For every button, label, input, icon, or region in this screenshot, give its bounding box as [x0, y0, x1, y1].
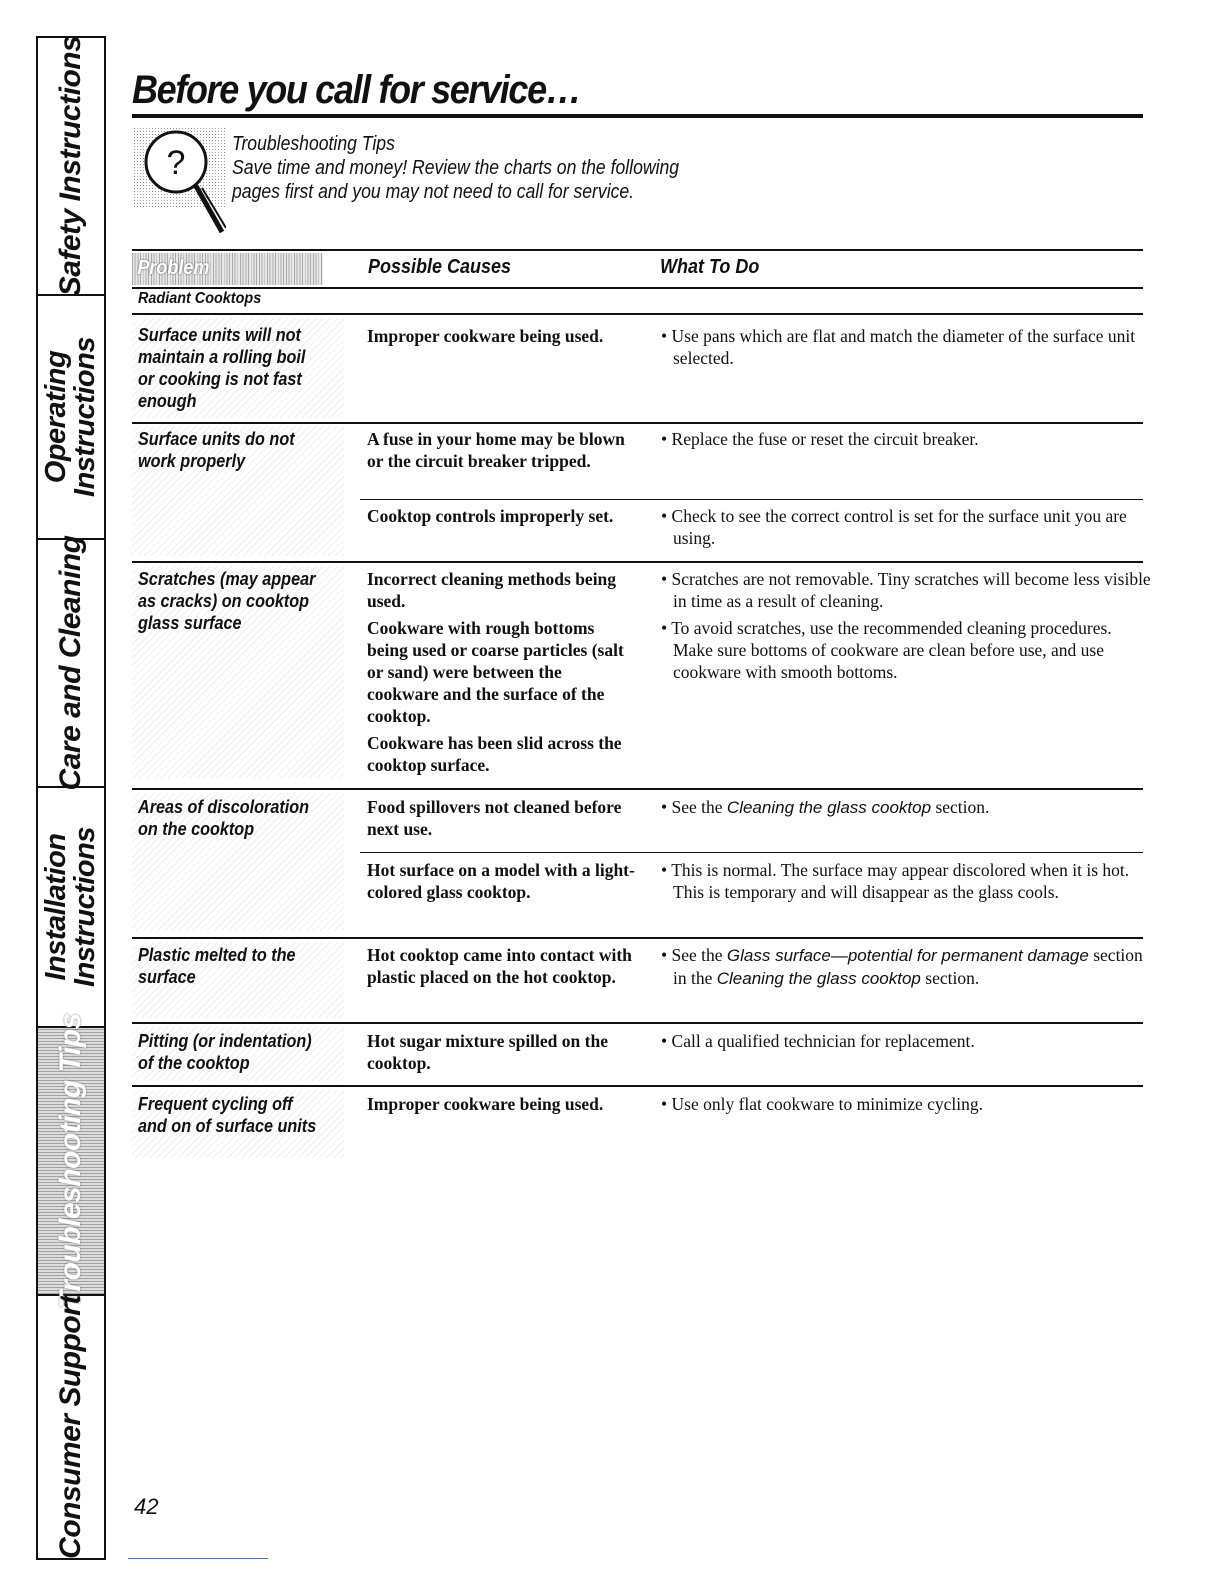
tab-label: Care and Cleaning: [54, 535, 87, 791]
row-5-todo-1-ref-2: Cleaning the glass cooktop: [716, 969, 921, 988]
row-4-todo-1: • See the Cleaning the glass cooktop section.: [661, 797, 990, 817]
svg-text:?: ?: [166, 144, 186, 182]
row-rule: [132, 422, 1143, 424]
troubleshooting-intro: [232, 132, 679, 204]
title-rule: [132, 114, 1143, 118]
row-rule: [132, 937, 1143, 939]
row-2-cause-2: Cooktop controls improperly set.: [367, 506, 614, 526]
tab-label: Installation Instructions: [40, 827, 101, 987]
row-4-todo-2: • This is normal. The surface may appear discolored when it is hot. This is temporary and will disappear as the glass cools.: [661, 860, 1130, 902]
page-title: Before you call for service…: [132, 68, 581, 112]
row-3-cause-3: Cookware has been slid across the cooktop surface.: [367, 733, 622, 775]
tab-troubleshooting-tips[interactable]: [38, 1013, 104, 1309]
row-4-problem: Areas of discoloration on the cooktop: [138, 797, 310, 839]
row-2-todo-1-text: Replace the fuse or reset the circuit breaker.: [671, 429, 979, 449]
row-7-cause-1: Improper cookware being used.: [367, 1094, 604, 1114]
row-5-todo-1-ref-1: Glass surface—potential for permanent damage: [726, 946, 1089, 965]
tab-care-and-cleaning[interactable]: [38, 535, 104, 791]
sub-rule: [360, 852, 1143, 853]
row-2-todo-2-text: Check to see the correct control is set for the surface unit you are using.: [671, 506, 1127, 548]
row-5-cause-1: Hot cooktop came into contact with plastic placed on the hot cooktop.: [367, 945, 632, 987]
row-3-cause-1: Incorrect cleaning methods being used.: [367, 569, 617, 611]
column-header-problem: [132, 253, 323, 285]
row-5-todo-1-mid: section in the: [673, 945, 1143, 988]
tab-safety-instructions[interactable]: [38, 35, 104, 297]
row-4-cause-1: Food spillovers not cleaned before next use.: [367, 797, 622, 839]
row-7-problem: Frequent cycling off and on of surface units: [138, 1094, 317, 1136]
row-1-todo-1-text: Use pans which are flat and match the diameter of the surface unit selected.: [671, 326, 1136, 368]
row-3-cause-2: Cookware with rough bottoms being used or coarse particles (salt or sand) were between the cookware and the surface of the cooktop.: [367, 618, 624, 726]
header-rule: [132, 287, 1143, 289]
row-1-problem: Surface units will not maintain a rolling boil or cooking is not fast enough: [138, 325, 306, 411]
row-2-problem: Surface units do not work properly: [138, 429, 295, 471]
row-2-todo-1: • Replace the fuse or reset the circuit breaker.: [661, 429, 979, 449]
column-header-todo: What To Do: [660, 256, 760, 278]
row-5-todo-1-post: section.: [925, 968, 980, 988]
row-rule: [132, 1022, 1143, 1024]
section-tabs: [36, 36, 106, 1560]
row-6-cause-1: Hot sugar mixture spilled on the cooktop.: [367, 1031, 608, 1073]
tab-installation-instructions[interactable]: [38, 788, 104, 1028]
row-3-todo-2: • To avoid scratches, use the recommended cleaning procedures. Make sure bottoms of cookware are clean before use, and use cookware with smooth bottoms.: [661, 618, 1112, 682]
footer-line: [128, 1558, 268, 1559]
page-number: 42: [134, 1494, 159, 1519]
row-1-cause-1: Improper cookware being used.: [367, 326, 604, 346]
tips-line-1: Save time and money! Review the charts on the following: [232, 157, 680, 179]
row-4-todo-2-text: This is normal. The surface may appear discolored when it is hot. This is temporary and will disappear as the glass cools.: [671, 860, 1130, 902]
row-3-todo-2-text: To avoid scratches, use the recommended cleaning procedures. Make sure bottoms of cookware are clean before use, and use cookware with smooth bottoms.: [671, 618, 1112, 682]
row-rule: [132, 1085, 1143, 1087]
row-7-todo-1: • Use only flat cookware to minimize cycling.: [661, 1094, 984, 1114]
sub-rule: [360, 499, 1143, 500]
row-4-cause-2: Hot surface on a model with a light-colored glass cooktop.: [367, 860, 635, 902]
section-rule: [132, 313, 1143, 315]
tab-label: Safety Instructions: [54, 35, 87, 297]
question-magnifier-icon: [134, 128, 226, 238]
section-label: Radiant Cooktops: [138, 290, 262, 307]
row-4-todo-1-pre: See the: [671, 797, 723, 817]
tab-label: Consumer Support: [54, 1295, 87, 1559]
row-5-problem: Plastic melted to the surface: [138, 945, 296, 987]
row-3-todo-1: • Scratches are not removable. Tiny scratches will become less visible in time as a result of cleaning.: [661, 569, 1151, 611]
row-6-todo-1-text: Call a qualified technician for replacement.: [671, 1031, 975, 1051]
row-rule: [132, 561, 1143, 563]
column-header-causes: Possible Causes: [368, 256, 512, 278]
tips-heading: Troubleshooting Tips: [232, 133, 395, 155]
tab-label: Troubleshooting Tips: [54, 1013, 87, 1309]
row-rule: [132, 788, 1143, 790]
row-3-todo-1-text: Scratches are not removable. Tiny scratches will become less visible in time as a result of cleaning.: [671, 569, 1151, 611]
row-5-todo-1: • See the Glass surface—potential for permanent damage section in the Cleaning the glass cooktop section.: [661, 945, 1143, 988]
table-top-rule: [132, 249, 1143, 251]
tab-consumer-support[interactable]: [38, 1296, 104, 1558]
row-2-cause-1: A fuse in your home may be blown or the circuit breaker tripped.: [367, 429, 625, 471]
tab-operating-instructions[interactable]: [38, 296, 104, 540]
column-header-problem-label: Problem: [137, 257, 210, 279]
row-4-todo-1-post: section.: [935, 797, 990, 817]
row-4-todo-1-ref: Cleaning the glass cooktop: [726, 798, 932, 817]
row-5-todo-1-pre: See the: [671, 945, 723, 965]
row-3-problem: Scratches (may appear as cracks) on cooktop glass surface: [138, 569, 316, 633]
row-6-problem: Pitting (or indentation) of the cooktop: [138, 1031, 312, 1073]
row-1-todo-1: • Use pans which are flat and match the diameter of the surface unit selected.: [661, 326, 1136, 368]
row-7-todo-1-text: Use only flat cookware to minimize cycling.: [671, 1094, 984, 1114]
tab-label: Operating Instructions: [40, 337, 101, 497]
tips-line-2: pages first and you may not need to call for service.: [232, 181, 635, 203]
row-6-todo-1: • Call a qualified technician for replacement.: [661, 1031, 975, 1051]
row-2-todo-2: • Check to see the correct control is set for the surface unit you are using.: [661, 506, 1127, 548]
